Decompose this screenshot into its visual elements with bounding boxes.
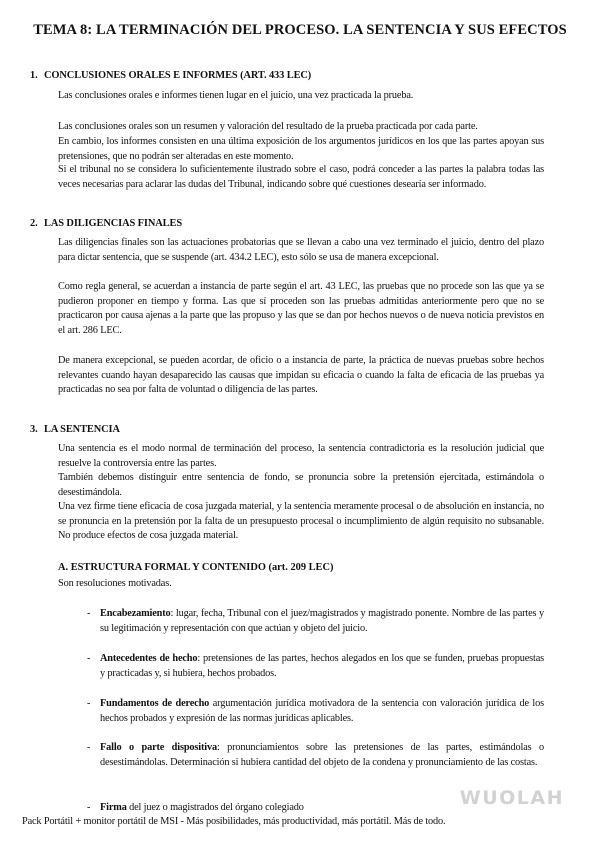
list-term: Fundamentos de derecho	[100, 698, 210, 709]
section-2-heading	[30, 218, 182, 229]
section-3-title: LA SENTENCIA	[44, 424, 120, 435]
list-item-antecedentes	[87, 651, 544, 681]
wuolah-watermark: WUOLAH	[459, 787, 564, 809]
list-term: Encabezamiento	[100, 608, 171, 619]
list-dash: -	[87, 653, 91, 664]
list-dash: -	[87, 802, 91, 813]
list-term: Fallo o parte dispositiva	[100, 742, 217, 753]
list-item-fallo	[87, 740, 544, 770]
list-item-encabezamiento	[87, 606, 544, 636]
list-text: del juez o magistrados del órgano colegiado	[126, 802, 304, 813]
section-1-number: 1.	[30, 70, 38, 81]
list-item-fundamentos	[87, 696, 544, 726]
section-1-paragraph-2: Las conclusiones orales son un resumen y valoración del resultado de la prueba practicada por cada parte.	[58, 121, 478, 132]
section-1-title: CONCLUSIONES ORALES E INFORMES (ART. 433 LEC)	[44, 70, 312, 81]
list-dash: -	[87, 608, 91, 619]
section-3-paragraph-1: Una sentencia es el modo normal de terminación del proceso, la sentencia contradictoria es la resolución judicial que resuelve la controversia entre las partes.	[58, 443, 544, 469]
list-term: Firma	[100, 802, 127, 813]
list-text: argumentación jurídica motivadora de la sentencia con valoración jurídica de los hechos probados y expresión de las normas jurídicas aplicables.	[100, 698, 544, 724]
list-dash: -	[87, 742, 91, 753]
subsection-a-intro: Son resoluciones motivadas.	[58, 578, 172, 589]
section-1-paragraph-1: Las conclusiones orales e informes tienen lugar en el juicio, una vez practicada la prueba.	[58, 90, 414, 101]
section-1-paragraph-4: Si el tribunal no se considera lo suficientemente ilustrado sobre el caso, podrá conceder a las partes la palabra todas las veces necesarias para aclarar las dudas del Tribunal, indicando sobre qué cuestiones desearía ser informado.	[58, 164, 544, 190]
section-3-paragraph-3: Una vez firme tiene eficacia de cosa juzgada material, y la sentencia meramente procesal o de absolución en instancia, no se pronuncia en la pretensión por la falta de un presupuesto procesal o incumplimiento de algún requisito no subsanable. No produce efectos de cosa juzgada material.	[58, 501, 544, 542]
section-1-paragraph-3: En cambio, los informes consisten en una última exposición de los argumentos jurídicos en los que las partes apoyan sus pretensiones, que no podrán ser alteradas en este momento.	[58, 136, 544, 162]
section-2-paragraph-3: De manera excepcional, se pueden acordar, de oficio o a instancia de parte, la práctica de nuevas pruebas sobre hechos relevantes cuando hayan desaparecido las causas que impidan su eficacia o cuando la falta de eficacia de las pruebas ya practicadas no sea por falta de voluntad o diligencia de las partes.	[58, 355, 544, 396]
subsection-a-heading: A. ESTRUCTURA FORMAL Y CONTENIDO (art. 209 LEC)	[58, 562, 334, 573]
page-title: TEMA 8: LA TERMINACIÓN DEL PROCESO. LA SENTENCIA Y SUS EFECTOS	[33, 22, 567, 38]
section-3-number: 3.	[30, 424, 38, 435]
section-3-heading	[30, 424, 120, 435]
list-term: Antecedentes de hecho	[100, 653, 198, 664]
list-text: : pretensiones de las partes, hechos alegados en los que se funden, pruebas propuestas y practicadas y, si hubiera, hechos probados.	[100, 653, 544, 679]
list-dash: -	[87, 698, 91, 709]
section-3-paragraph-2: También debemos distinguir entre sentencia de fondo, se pronuncia sobre la pretensión ejercitada, estimándola o desestimándola.	[58, 472, 544, 498]
list-text: : pronunciamientos sobre las pretensiones de las partes, estimándolas o desestimándolas. Determinación si hubiera cantidad del objeto de la condena y pronunciamiento de las costas.	[100, 742, 544, 768]
section-2-paragraph-2: Como regla general, se acuerdan a instancia de parte según el art. 43 LEC, las pruebas que no procede son las que ya se pudieron proponer en tiempo y forma. Las que sí proceden son las pruebas admitidas anteriormente pero que no se practicaron por causa ajenas a la parte que las propuso y las que se dan por hechos nuevos o de nueva noticia previstos en el art. 286 LEC.	[58, 281, 544, 336]
section-1-heading	[30, 70, 311, 81]
section-2-paragraph-1: Las diligencias finales son las actuaciones probatorias que se llevan a cabo una vez terminado el juicio, dentro del plazo para dictar sentencia, que se suspende (art. 434.2 LEC), esto sólo se usa de manera excepcional.	[58, 237, 544, 263]
list-text: : lugar, fecha, Tribunal con el juez/magistrados y magistrado ponente. Nombre de las partes y su legitimación y representación con que actúan y objeto del juicio.	[100, 608, 544, 634]
section-2-title: LAS DILIGENCIAS FINALES	[44, 218, 183, 229]
footer-ad-link[interactable]: Pack Portátil + monitor portátil de MSI - Más posibilidades, más productividad, más portátil. Más de todo.	[22, 816, 446, 827]
section-2-number: 2.	[30, 218, 38, 229]
